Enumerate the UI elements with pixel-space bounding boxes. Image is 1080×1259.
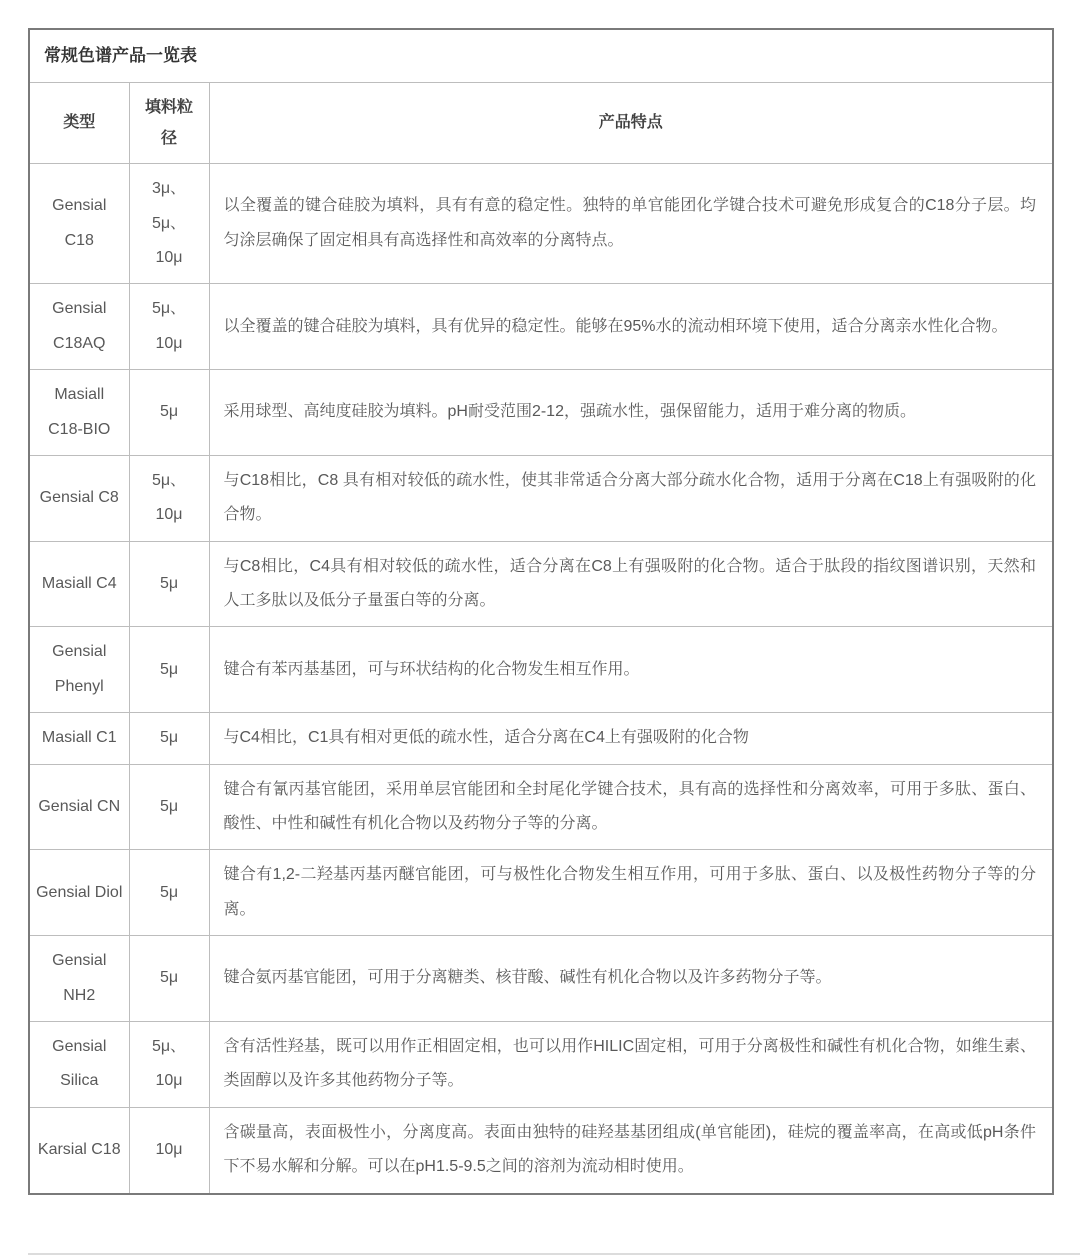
table-row <box>29 1021 1053 1107</box>
particle-size: 5μ <box>129 936 209 1022</box>
table-row <box>29 850 1053 936</box>
particle-size: 5μ、10μ <box>129 284 209 370</box>
particle-size: 10μ <box>129 1107 209 1193</box>
table-row <box>29 164 1053 284</box>
particle-size: 5μ <box>129 541 209 627</box>
product-type: Gensial C8 <box>29 455 129 541</box>
table-row <box>29 936 1053 1022</box>
product-features: 键合氨丙基官能团，可用于分离糖类、核苷酸、碱性有机化合物以及许多药物分子等。 <box>209 936 1053 1022</box>
product-type: Gensial C18AQ <box>29 284 129 370</box>
product-type: Gensial Phenyl <box>29 627 129 713</box>
table-row <box>29 713 1053 764</box>
column-header-row <box>29 82 1053 163</box>
product-features: 键合有1,2-二羟基丙基丙醚官能团，可与极性化合物发生相互作用，可用于多肽、蛋白、以及极性药物分子等的分离。 <box>209 850 1053 936</box>
product-features: 键合有苯丙基基团，可与环状结构的化合物发生相互作用。 <box>209 627 1053 713</box>
product-features: 与C4相比，C1具有相对更低的疏水性，适合分离在C4上有强吸附的化合物 <box>209 713 1053 764</box>
product-features: 含碳量高，表面极性小，分离度高。表面由独特的硅羟基基团组成(单官能团)，硅烷的覆盖率高，在高或低pH条件下不易水解和分解。可以在pH1.5-9.5之间的溶剂为流动相时使用。 <box>209 1107 1053 1193</box>
product-type: Gensial Diol <box>29 850 129 936</box>
particle-size: 5μ、10μ <box>129 1021 209 1107</box>
table-row <box>29 541 1053 627</box>
chromatography-products-section <box>28 28 1054 1195</box>
product-features: 含有活性羟基，既可以用作正相固定相，也可以用作HILIC固定相，可用于分离极性和碱性有机化合物，如维生素、类固醇以及许多其他药物分子等。 <box>209 1021 1053 1107</box>
product-type: Karsial C18 <box>29 1107 129 1193</box>
product-type: Masiall C18-BIO <box>29 370 129 456</box>
product-type: Gensial Silica <box>29 1021 129 1107</box>
product-type: Masiall C1 <box>29 713 129 764</box>
col-header-type: 类型 <box>29 82 129 163</box>
product-features: 以全覆盖的键合硅胶为填料，具有有意的稳定性。独特的单官能团化学键合技术可避免形成复合的C18分子层。均匀涂层确保了固定相具有高选择性和高效率的分离特点。 <box>209 164 1053 284</box>
particle-size: 5μ <box>129 627 209 713</box>
bottom-divider <box>28 1253 1080 1255</box>
col-header-particle-size: 填料粒径 <box>129 82 209 163</box>
table-row <box>29 1107 1053 1193</box>
table-row <box>29 370 1053 456</box>
product-type: Gensial C18 <box>29 164 129 284</box>
table-row <box>29 455 1053 541</box>
particle-size: 5μ <box>129 850 209 936</box>
product-features: 与C18相比，C8 具有相对较低的疏水性，使其非常适合分离大部分疏水化合物，适用于分离在C18上有强吸附的化合物。 <box>209 455 1053 541</box>
product-type: Masiall C4 <box>29 541 129 627</box>
table-row <box>29 284 1053 370</box>
table-title-row <box>29 29 1053 82</box>
product-features: 以全覆盖的键合硅胶为填料，具有优异的稳定性。能够在95%水的流动相环境下使用，适合分离亲水性化合物。 <box>209 284 1053 370</box>
col-header-features: 产品特点 <box>209 82 1053 163</box>
product-features: 键合有氰丙基官能团，采用单层官能团和全封尾化学键合技术，具有高的选择性和分离效率，可用于多肽、蛋白、酸性、中性和碱性有机化合物以及药物分子等的分离。 <box>209 764 1053 850</box>
particle-size: 3μ、5μ、10μ <box>129 164 209 284</box>
particle-size: 5μ <box>129 713 209 764</box>
table-row <box>29 627 1053 713</box>
particle-size: 5μ、10μ <box>129 455 209 541</box>
product-type: Gensial NH2 <box>29 936 129 1022</box>
product-features: 采用球型、高纯度硅胶为填料。pH耐受范围2-12，强疏水性，强保留能力，适用于难分离的物质。 <box>209 370 1053 456</box>
table-body <box>29 164 1053 1194</box>
product-features: 与C8相比，C4具有相对较低的疏水性，适合分离在C8上有强吸附的化合物。适合于肽段的指纹图谱识别，天然和人工多肽以及低分子量蛋白等的分离。 <box>209 541 1053 627</box>
particle-size: 5μ <box>129 764 209 850</box>
products-table <box>28 28 1054 1195</box>
product-type: Gensial CN <box>29 764 129 850</box>
table-row <box>29 764 1053 850</box>
particle-size: 5μ <box>129 370 209 456</box>
table-title: 常规色谱产品一览表 <box>29 29 1053 82</box>
